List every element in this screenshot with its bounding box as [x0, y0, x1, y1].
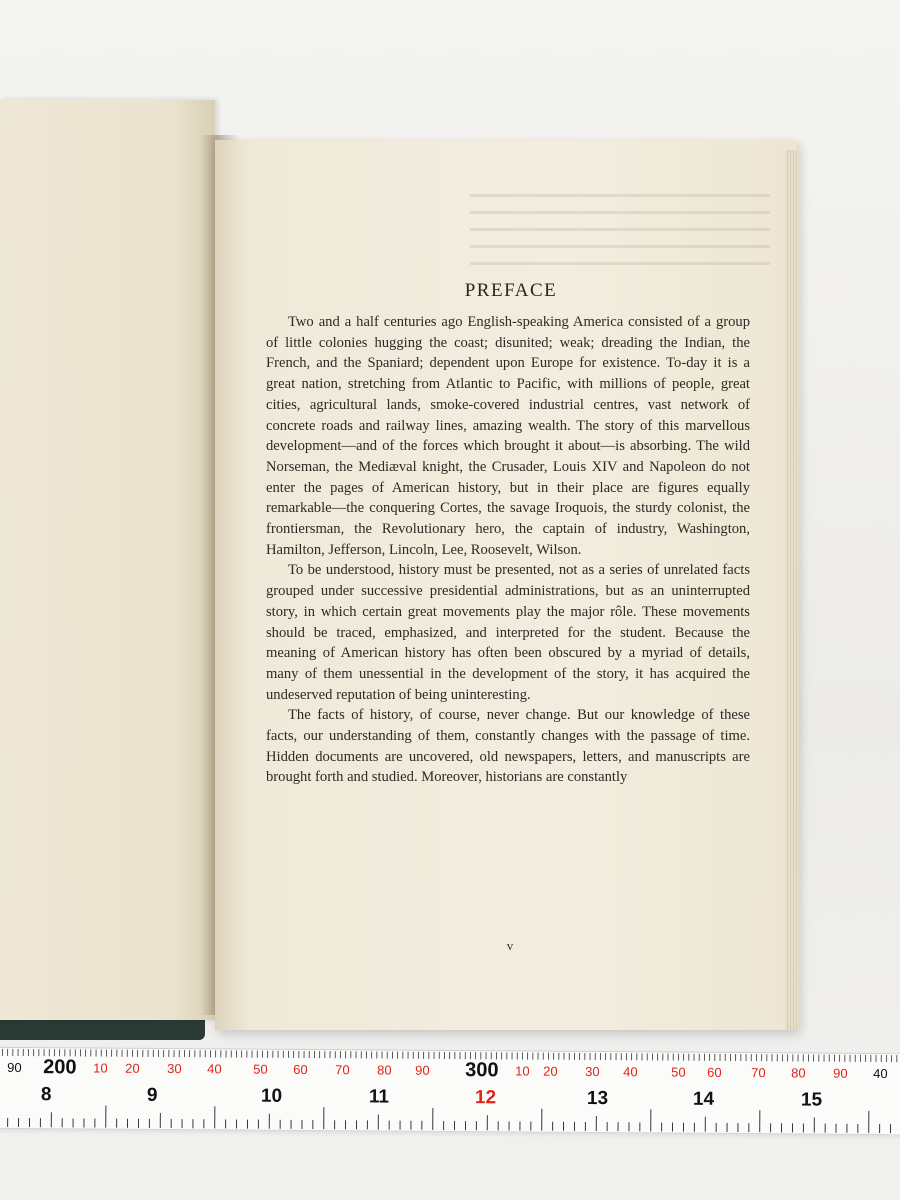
- page-edges: [785, 150, 799, 1030]
- ruler-mm-label: 60: [293, 1061, 308, 1078]
- ruler-cm-label: 10: [260, 1085, 283, 1107]
- page-number: v: [506, 938, 514, 953]
- ruler-mm-label: 80: [791, 1065, 806, 1081]
- ruler-mm-label: 10: [93, 1060, 108, 1076]
- ruler-mm-label: 30: [167, 1061, 182, 1077]
- ruler-mm-label: 90: [415, 1062, 430, 1078]
- paragraph: To be understood, history must be presented, not as a series of unrelated facts grouped under successive presidential administrations, but as an uninterrupted story, in which certain great movements play the major rôle. These movements should be traced, emphasized, and interpreted for the student. Because the meaning of American history has often been obscured by a myriad of details, many of them unessential in the development of the story, it has acquired the undeserved reputation of being uninteresting.: [266, 562, 750, 703]
- ruler-mm-label: 10: [515, 1063, 530, 1079]
- ruler-mm-label: 30: [585, 1063, 600, 1080]
- ruler-mm-label: 300: [465, 1059, 499, 1082]
- ruler-mm-label: 50: [671, 1064, 686, 1080]
- ruler-cm-label: 14: [692, 1088, 715, 1110]
- left-page: [0, 100, 215, 1020]
- ruler-mm-label: 20: [125, 1060, 140, 1076]
- ruler-cm-label: 12: [474, 1087, 497, 1109]
- ruler-mm-label: 70: [335, 1062, 350, 1078]
- ruler-mm-label: 90: [833, 1065, 848, 1081]
- ruler-cm-label: 13: [586, 1087, 609, 1110]
- ruler-mm-label: 20: [543, 1063, 558, 1079]
- show-through-text: [470, 180, 770, 290]
- ruler-mm-label: 200: [43, 1056, 77, 1079]
- ruler-mm-label: 60: [707, 1064, 722, 1080]
- ruler-mm-label: 50: [253, 1061, 268, 1077]
- page-title: PREFACE: [464, 280, 558, 301]
- ruler-cm-label: 8: [40, 1084, 52, 1106]
- ruler-mm-label: 40: [623, 1064, 638, 1080]
- preface-text: [266, 312, 750, 788]
- ruler-mm-label: 80: [377, 1062, 392, 1078]
- ruler-mm-label: 90: [7, 1059, 22, 1076]
- ruler-cm-label: 15: [800, 1089, 823, 1111]
- paragraph: The facts of history, of course, never change. But our knowledge of these facts, our understanding of them, constantly changes with the passage of time. Hidden documents are uncovered, old newspapers, letters, and manuscripts are brought forth and studied. Moreover, historians are constantly: [266, 707, 750, 786]
- ruler-cm-labels: [0, 1084, 900, 1120]
- measuring-tape: [0, 1047, 900, 1135]
- paragraph: Two and a half centuries ago English-speaking America consisted of a group of little colonies hugging the coast; disunited; weak; dreading the Indian, the French, and the Spaniard; dependent upon Europe for existence. To-day it is a great nation, stretching from Atlantic to Pacific, with millions of people, great cities, agricultural lands, smoke-covered industrial centres, vast network of concrete roads and railway lines, amazing wealth. The story of this marvellous development—and of the forces which brought it about—is absorbing. The wild Norseman, the Mediæval knight, the Crusader, Louis XIV and Napoleon do not enter the pages of American history, but in their place are figures equally remarkable—the conquering Cortes, the savage Iroquois, the sturdy colonist, the frontiersman, the Revolutionary hero, the captain of industry, Washington, Hamilton, Jefferson, Lincoln, Lee, Roosevelt, Wilson.: [266, 314, 750, 558]
- ruler-mm-label: 40: [207, 1061, 222, 1077]
- ruler-cm-label: 9: [146, 1084, 158, 1106]
- ruler-cm-label: 11: [368, 1086, 390, 1108]
- ruler-mm-label: 70: [751, 1065, 766, 1081]
- ruler-mm-label: 40: [873, 1065, 888, 1082]
